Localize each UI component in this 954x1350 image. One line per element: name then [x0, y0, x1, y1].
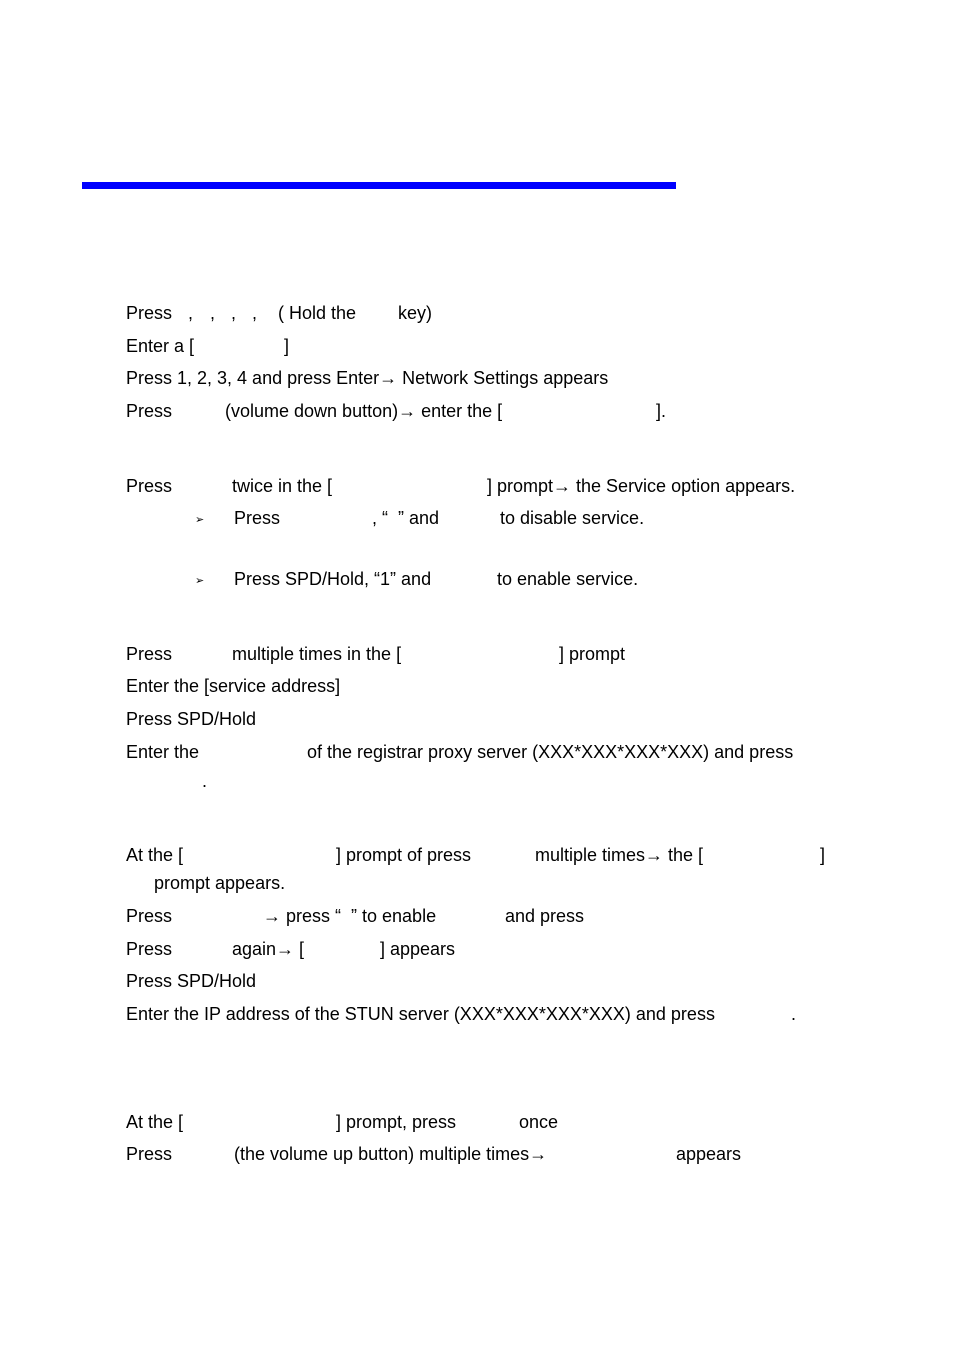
text: ,: [188, 303, 194, 323]
text: Press: [126, 906, 173, 926]
text: ]: [284, 336, 290, 356]
text: At the [: [126, 1112, 184, 1132]
text: ( Hold the: [278, 303, 357, 323]
text: ] appears: [380, 939, 456, 959]
text: ] prompt→ the Service option appears.: [487, 476, 796, 496]
bullet-arrow-icon: ➢: [195, 514, 205, 526]
text: multiple times→ the [: [535, 845, 704, 865]
text: twice in the [: [232, 476, 333, 496]
text: prompt appears.: [154, 873, 286, 893]
text: of the registrar proxy server (XXX*XXX*XXX*XXX) and press: [307, 742, 794, 762]
text: .: [791, 1004, 797, 1024]
text: (volume down button)→ enter the [: [225, 401, 503, 421]
text: again→ [: [232, 939, 305, 959]
header-rule: [82, 182, 676, 189]
text: Enter the [service address]: [126, 676, 341, 696]
text: ,: [231, 303, 237, 323]
text: Press: [126, 401, 173, 421]
text: .: [202, 771, 208, 791]
text: (the volume up button) multiple times→: [234, 1144, 548, 1164]
text: Enter the: [126, 742, 200, 762]
text: Press SPD/Hold, “1” and: [234, 569, 432, 589]
text: ] prompt: [559, 644, 626, 664]
text: Press 1, 2, 3, 4 and press Enter→ Network Settings appears: [126, 368, 609, 388]
text: key): [398, 303, 433, 323]
text: appears: [676, 1144, 742, 1164]
text: Press: [234, 508, 281, 528]
text: ] prompt of press: [336, 845, 472, 865]
text: multiple times in the [: [232, 644, 402, 664]
text: Press: [126, 644, 173, 664]
text: and press: [505, 906, 585, 926]
text: , “ ” and: [372, 508, 440, 528]
text: Enter the IP address of the STUN server (XXX*XXX*XXX*XXX) and press: [126, 1004, 715, 1024]
text: At the [: [126, 845, 184, 865]
bullet-arrow-icon: ➢: [195, 575, 205, 587]
text: Press: [126, 476, 173, 496]
text: ].: [656, 401, 667, 421]
text: Press: [126, 303, 173, 323]
text: → press “ ” to enable: [263, 906, 437, 926]
text: ]: [820, 845, 826, 865]
text: Press: [126, 939, 173, 959]
text: ,: [252, 303, 258, 323]
text: to enable service.: [497, 569, 639, 589]
text: once: [519, 1112, 559, 1132]
text: ] prompt, press: [336, 1112, 457, 1132]
text: Press SPD/Hold: [126, 971, 257, 991]
text: Press: [126, 1144, 173, 1164]
text: ,: [210, 303, 216, 323]
text: Press SPD/Hold: [126, 709, 257, 729]
text: to disable service.: [500, 508, 645, 528]
text: Enter a [: [126, 336, 195, 356]
